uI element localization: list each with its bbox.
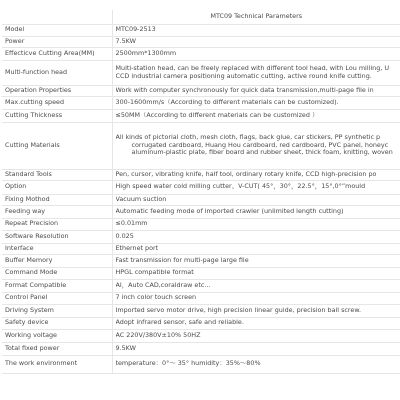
parameter-value-line: aluminum-plastic plate, fiber board and rubber sheet, thick foam, knitting, woven: [131, 149, 393, 157]
parameter-value: [112, 254, 400, 267]
table-title: MTC09 Technical Parameters: [112, 10, 400, 24]
table-row: [2, 254, 400, 267]
parameter-value-line: ≤50MM（According to different materials can be customized ）: [115, 111, 319, 119]
parameter-value: [112, 180, 400, 194]
parameter-label: Cutting Materials: [2, 122, 112, 169]
table-header-row: [2, 10, 400, 24]
table-row: [2, 304, 400, 317]
parameter-label: Option: [2, 180, 112, 194]
parameter-label: Buffer Memory: [2, 254, 112, 267]
parameter-value: [112, 169, 400, 180]
parameter-value-line: 0.025: [115, 232, 134, 240]
parameter-label: Working voltage: [2, 329, 112, 342]
parameter-label: Interface: [2, 243, 112, 254]
parameter-label: Fixing Mothod: [2, 194, 112, 205]
parameter-label: Max.cutting speed: [2, 96, 112, 109]
parameter-value: [112, 218, 400, 230]
table-row: [2, 243, 400, 254]
parameter-value-line: Ethernet port: [115, 244, 159, 252]
parameter-value-line: 7.5KW: [115, 37, 136, 45]
parameter-value: [112, 292, 400, 304]
table-row: [2, 194, 400, 205]
parameter-value: [112, 60, 400, 85]
table-row: [2, 96, 400, 109]
table-row: [2, 109, 400, 122]
parameter-label: Standard Tools: [2, 169, 112, 180]
parameter-value: [112, 194, 400, 205]
parameter-value: [112, 243, 400, 254]
parameter-label: Repeat Precision: [2, 218, 112, 230]
table-row: [2, 329, 400, 342]
parameter-label: Safety device: [2, 317, 112, 329]
parameter-label: Operation Properties: [2, 85, 112, 96]
parameter-value: [112, 304, 400, 317]
parameter-label: Effecticve Cutting Area(MM): [2, 47, 112, 60]
parameter-value-line: Adopt infrared sensor, safe and reliable.: [115, 319, 244, 327]
table-row: [2, 230, 400, 243]
parameter-value-line: corrugated cardboard, Huang Hou cardboard, red cardboard, PVC panel, honeyc: [131, 141, 389, 149]
parameter-value-line: 300-1600mm/s（According to different materials can be customized).: [115, 98, 339, 106]
parameter-value: [112, 329, 400, 342]
parameter-value: [112, 36, 400, 47]
parameter-value: [112, 96, 400, 109]
parameter-value-line: Multi-station head, can be freely replaced with different tool head, with Lou milling, U: [115, 64, 390, 72]
parameter-value-line: All kinds of pictorial cloth, mesh cloth, flags, back glue, car stickers, PP synthetic p: [115, 133, 381, 141]
parameter-value-line: HPGL compatible format: [115, 269, 194, 277]
parameter-value: [112, 85, 400, 96]
technical-parameters-table: [2, 10, 400, 374]
parameter-value: [112, 47, 400, 60]
parameter-value-line: MTC09-2513: [115, 26, 156, 34]
table-row: [2, 24, 400, 36]
header-empty-cell: [2, 10, 112, 24]
parameter-label: The work environment: [2, 355, 112, 373]
parameter-value-line: Vacuum suction: [115, 195, 167, 203]
parameter-label: Model: [2, 24, 112, 36]
parameter-label: Feeding way: [2, 205, 112, 218]
parameter-value-line: temperature：0°～ 35° humidity：35%～80%: [115, 360, 261, 368]
table-row: [2, 292, 400, 304]
parameter-value: [112, 355, 400, 373]
parameter-label: Control Panel: [2, 292, 112, 304]
parameter-value: [112, 267, 400, 279]
table-row: [2, 205, 400, 218]
parameter-value: [112, 279, 400, 292]
parameter-value-line: Work with computer synchronously for quick data transmission,multi-page file in: [115, 86, 374, 94]
table-row: [2, 180, 400, 194]
parameter-value: [112, 205, 400, 218]
table-row: [2, 267, 400, 279]
parameter-value-line: 9.5KW: [115, 344, 136, 352]
table-row: [2, 355, 400, 373]
table-row: [2, 60, 400, 85]
parameter-value: [112, 109, 400, 122]
table-body: [2, 10, 400, 373]
parameter-value-line: Automatic feeding mode of imported crawler (unlimited length cutting): [115, 207, 344, 215]
table-row: [2, 122, 400, 169]
parameter-label: Power: [2, 36, 112, 47]
table-row: [2, 279, 400, 292]
parameter-value: [112, 342, 400, 355]
parameter-value-line: High speed water cold milling cutter、V-CUT( 45°，30°，22.5°，15°,0°”mould: [115, 183, 366, 191]
parameter-value: [112, 317, 400, 329]
parameter-label: Total fixed power: [2, 342, 112, 355]
parameter-value-line: Pen, cursor, vibrating knife, half tool, ordinary rotary knife, CCD high-precision po: [115, 170, 377, 178]
table-row: [2, 317, 400, 329]
parameter-label: Format Compatible: [2, 279, 112, 292]
table-row: [2, 169, 400, 180]
parameter-value: [112, 24, 400, 36]
parameter-value-line: 7 inch color touch screen: [115, 294, 197, 302]
table-row: [2, 218, 400, 230]
table-row: [2, 47, 400, 60]
parameter-value-line: 2500mm*1300mm: [115, 49, 177, 57]
parameter-label: Software Resolution: [2, 230, 112, 243]
parameter-value-line: AI，Auto CAD,coraldraw etc...: [115, 281, 211, 289]
table-row: [2, 85, 400, 96]
parameter-label: Cutting Thickness: [2, 109, 112, 122]
parameter-value: [112, 230, 400, 243]
parameter-value-line: Fast transmission for multi-page large file: [115, 256, 249, 264]
parameter-value-line: Imported servo motor drive, high precision linear guide, precision ball screw.: [115, 306, 362, 314]
parameter-value-line: CCD industrial camera positioning automatic cutting, active round knife cutting.: [115, 72, 372, 80]
parameter-label: Driving System: [2, 304, 112, 317]
parameter-value: [112, 122, 400, 169]
parameter-label: Command Mode: [2, 267, 112, 279]
parameter-value-line: AC 220V/380V±10% 50HZ: [115, 331, 201, 339]
table-row: [2, 36, 400, 47]
table-row: [2, 342, 400, 355]
parameter-label: Multi-function head: [2, 60, 112, 85]
parameter-value-line: ≤0.01mm: [115, 220, 148, 228]
